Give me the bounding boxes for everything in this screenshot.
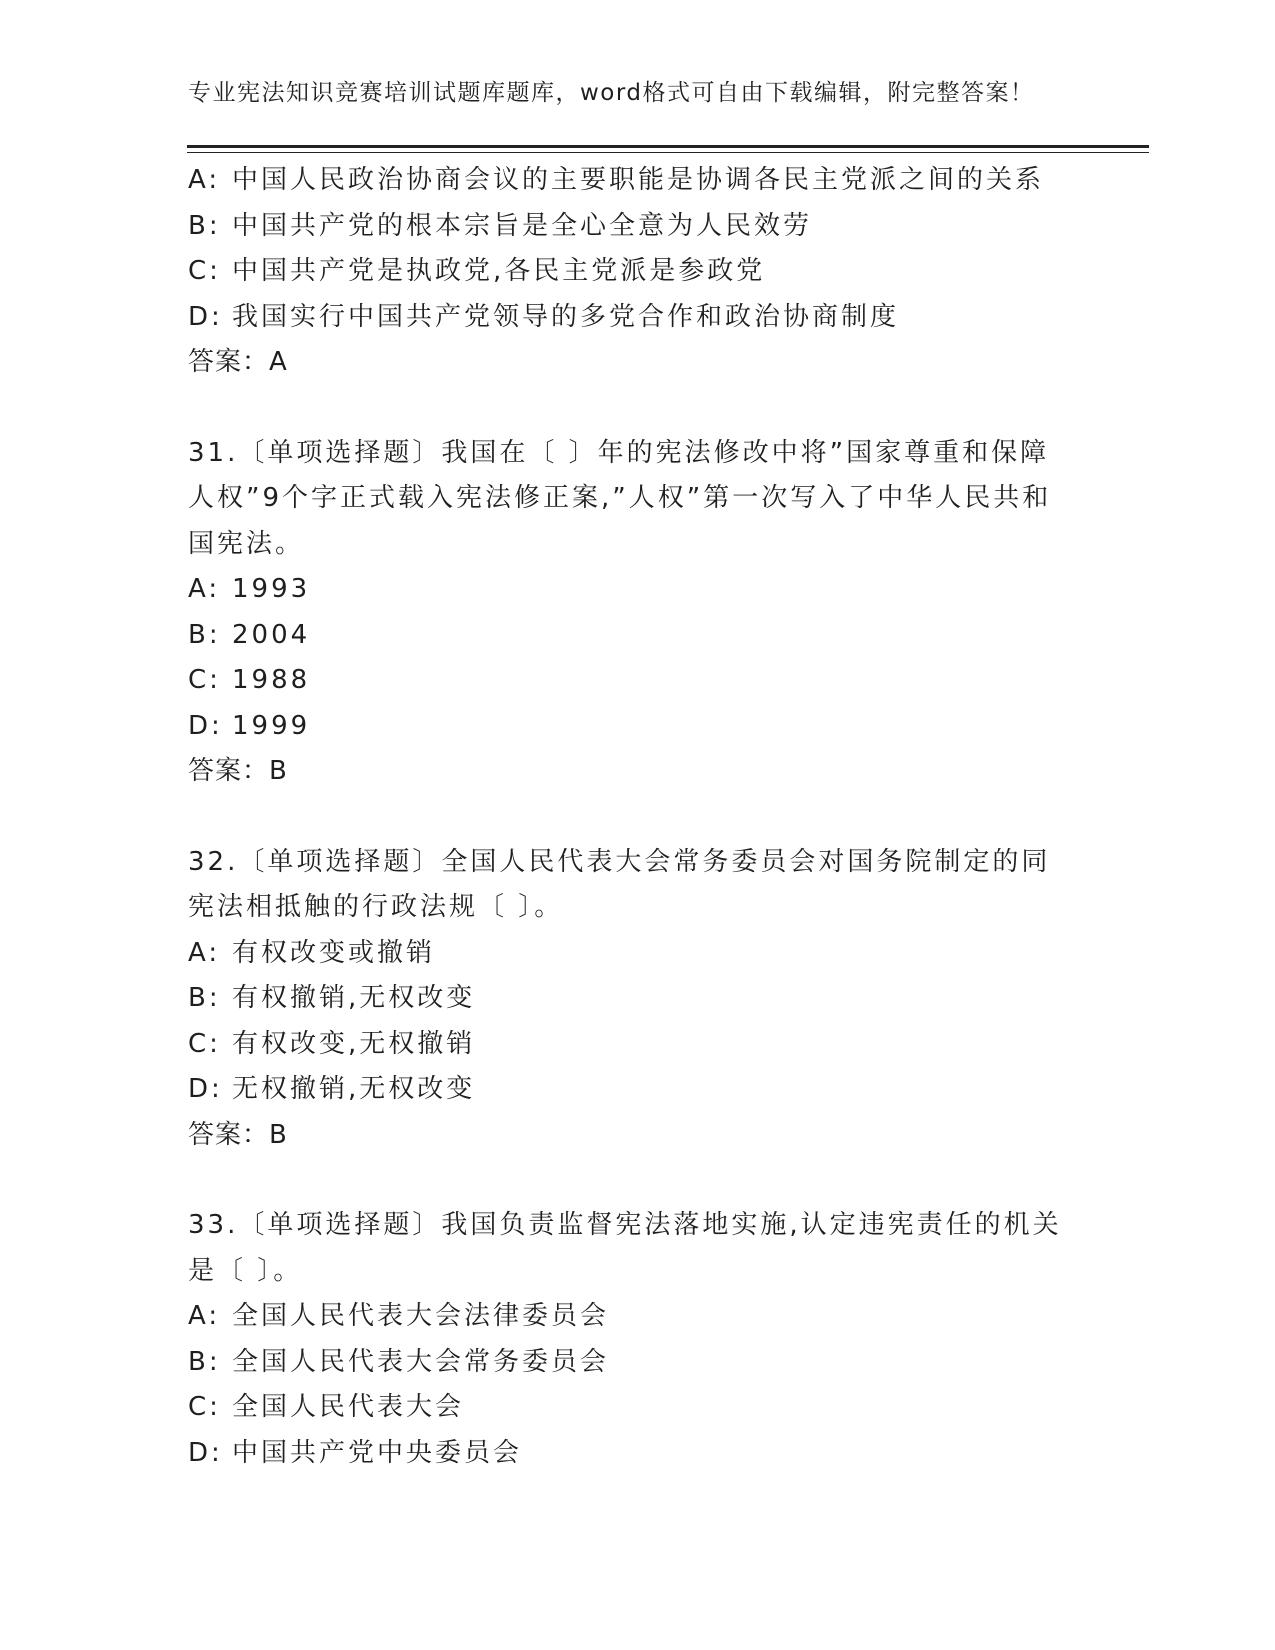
question-31-options: [188, 567, 1088, 749]
option-a: A: 全国人民代表大会法律委员会: [188, 1301, 610, 1331]
question-stem-33: 33.〔单项选择题〕我国负责监督宪法落地实施,认定违宪责任的机关是〔 〕。: [188, 1210, 1062, 1286]
option-d: D: 1999: [188, 710, 311, 741]
question-stem-32: 32.〔单项选择题〕全国人民代表大会常务委员会对国务院制定的同宪法相抵触的行政法规〔 〕。: [188, 846, 1051, 922]
option-d: D: 我国实行中国共产党领导的多党合作和政治协商制度: [188, 301, 900, 332]
header-rule-thick: [187, 145, 1149, 148]
option-c: C: 中国共产党是执政党,各民主党派是参政党: [188, 256, 766, 286]
option-b: B: 2004: [188, 619, 311, 650]
option-d: D: 无权撤销,无权改变: [188, 1074, 476, 1104]
option-a: A: 有权改变或撤销: [188, 937, 436, 968]
option-b: B: 中国共产党的根本宗旨是全心全意为人民效劳: [188, 210, 813, 241]
header-rule-thin: [187, 152, 1149, 153]
option-d: D: 中国共产党中央委员会: [188, 1437, 523, 1468]
option-c: C: 1988: [188, 665, 311, 695]
option-a: A: 中国人民政治协商会议的主要职能是协调各民主党派之间的关系: [188, 165, 1045, 195]
question-stem-31: 31.〔单项选择题〕我国在〔 〕年的宪法修改中将”国家尊重和保障人权”9个字正式载入宪法修正案,”人权”第一次写入了中华人民共和国宪法。: [188, 437, 1052, 559]
question-33-options: [188, 1294, 1088, 1476]
option-c: C: 全国人民代表大会: [188, 1392, 465, 1422]
question-32-options: [188, 931, 1088, 1113]
page-header: 专业宪法知识竞赛培训试题库题库，word格式可自由下载编辑，附完整答案！: [188, 80, 1035, 106]
answer-line: 答案：A: [188, 347, 288, 377]
prev-question-options: [188, 158, 1088, 340]
option-a: A: 1993: [188, 574, 311, 604]
option-b: B: 有权撤销,无权改变: [188, 983, 476, 1013]
answer-line: 答案：B: [188, 756, 288, 786]
option-b: B: 全国人民代表大会常务委员会: [188, 1346, 610, 1377]
question-content: [188, 158, 1088, 1476]
option-c: C: 有权改变,无权撤销: [188, 1028, 476, 1059]
answer-line: 答案：B: [188, 1119, 288, 1150]
